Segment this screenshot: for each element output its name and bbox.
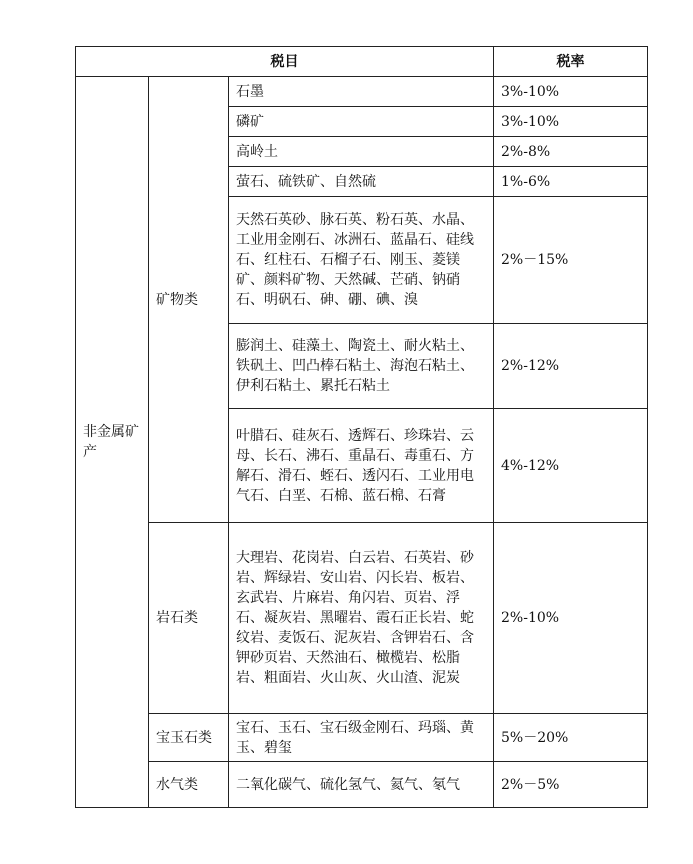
item-name: 天然石英砂、脉石英、粉石英、水晶、工业用金刚石、冰洲石、蓝晶石、硅线石、红柱石、石榴子石、刚玉、菱镁矿、颜料矿物、天然碱、芒硝、钠硝石、明矾石、砷、硼、碘、溴 — [229, 197, 494, 324]
item-name: 宝石、玉石、宝石级金刚石、玛瑙、黄玉、碧玺 — [229, 714, 494, 762]
tax-rate-table — [75, 46, 648, 808]
item-rate: 4%-12% — [494, 409, 648, 523]
subcategory-gems: 宝玉石类 — [149, 714, 229, 762]
item-name: 石墨 — [229, 77, 494, 107]
table-row — [76, 762, 648, 808]
subcategory-gas: 水气类 — [149, 762, 229, 808]
item-rate: 3%-10% — [494, 107, 648, 137]
item-rate: 2%－5% — [494, 762, 648, 808]
item-rate: 2%-12% — [494, 324, 648, 409]
table-row — [76, 714, 648, 762]
header-item: 税目 — [76, 47, 494, 77]
header-row — [76, 47, 648, 77]
item-rate: 2%-10% — [494, 523, 648, 714]
item-rate: 1%-6% — [494, 167, 648, 197]
item-rate: 5%－20% — [494, 714, 648, 762]
subcategory-minerals: 矿物类 — [149, 77, 229, 523]
item-rate: 2%-8% — [494, 137, 648, 167]
item-rate: 3%-10% — [494, 77, 648, 107]
category-cell: 非金属矿产 — [76, 77, 149, 808]
item-rate: 2%－15% — [494, 197, 648, 324]
item-name: 磷矿 — [229, 107, 494, 137]
item-name: 膨润土、硅藻土、陶瓷土、耐火粘土、铁矾土、凹凸棒石粘土、海泡石粘土、伊利石粘土、累托石粘土 — [229, 324, 494, 409]
item-name: 高岭土 — [229, 137, 494, 167]
item-name: 大理岩、花岗岩、白云岩、石英岩、砂岩、辉绿岩、安山岩、闪长岩、板岩、玄武岩、片麻岩、角闪岩、页岩、浮石、凝灰岩、黑曜岩、霞石正长岩、蛇纹岩、麦饭石、泥灰岩、含钾岩石、含钾砂页岩、天然油石、橄榄岩、松脂岩、粗面岩、火山灰、火山渣、泥炭 — [229, 523, 494, 714]
table-row — [76, 523, 648, 714]
item-name: 二氧化碳气、硫化氢气、氦气、氡气 — [229, 762, 494, 808]
header-rate: 税率 — [494, 47, 648, 77]
table-row — [76, 77, 648, 107]
subcategory-rocks: 岩石类 — [149, 523, 229, 714]
item-name: 叶腊石、硅灰石、透辉石、珍珠岩、云母、长石、沸石、重晶石、毒重石、方解石、滑石、蛭石、透闪石、工业用电气石、白垩、石棉、蓝石棉、石膏 — [229, 409, 494, 523]
item-name: 萤石、硫铁矿、自然硫 — [229, 167, 494, 197]
